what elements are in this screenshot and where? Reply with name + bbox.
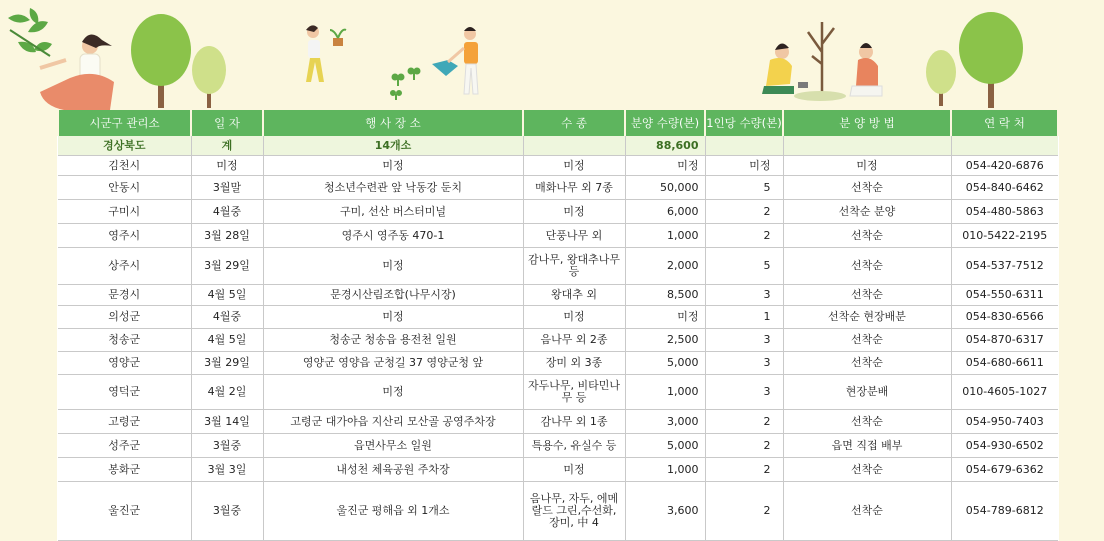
region-cell: 울진군 [58,482,191,541]
per-person-cell: 2 [705,224,783,248]
column-header: 일 자 [191,110,263,136]
method-cell: 선착순 [783,285,951,306]
contact-cell [951,136,1058,156]
region-cell: 구미시 [58,200,191,224]
place-cell: 읍면사무소 일원 [263,434,523,458]
region-cell: 봉화군 [58,458,191,482]
woman-holding-plant-icon [306,25,346,82]
method-cell: 선착순 [783,176,951,200]
quantity-cell: 3,600 [625,482,705,541]
region-cell: 고령군 [58,410,191,434]
table-row [58,434,1058,458]
region-cell: 상주시 [58,248,191,285]
species-cell: 미정 [523,200,625,224]
contact-cell: 054-840-6462 [951,176,1058,200]
contact-cell: 054-679-6362 [951,458,1058,482]
table-row [58,156,1058,176]
sprout-icon [391,69,420,101]
species-cell: 음나무 외 2종 [523,329,625,352]
region-cell: 영덕군 [58,375,191,410]
place-cell: 미정 [263,156,523,176]
quantity-cell: 88,600 [625,136,705,156]
date-cell: 3월 29일 [191,352,263,375]
quantity-cell: 2,500 [625,329,705,352]
place-cell: 영주시 영주동 470-1 [263,224,523,248]
species-cell: 미정 [523,156,625,176]
region-cell: 성주군 [58,434,191,458]
place-cell: 미정 [263,306,523,329]
method-cell: 선착순 분양 [783,200,951,224]
contact-cell: 054-950-7403 [951,410,1058,434]
method-cell: 선착순 [783,248,951,285]
date-cell: 3월말 [191,176,263,200]
column-header: 분양 수량(본) [625,110,705,136]
species-cell: 감나무, 왕대추나무 등 [523,248,625,285]
region-cell: 청송군 [58,329,191,352]
quantity-cell: 5,000 [625,352,705,375]
per-person-cell: 3 [705,329,783,352]
woman-sitting-icon [40,34,114,110]
seedling-distribution-table [57,110,1059,541]
place-cell: 청송군 청송읍 용전천 일원 [263,329,523,352]
per-person-cell: 3 [705,375,783,410]
contact-cell: 010-5422-2195 [951,224,1058,248]
contact-cell: 054-789-6812 [951,482,1058,541]
man-watering-icon [432,27,478,94]
place-cell: 청소년수련관 앞 낙동강 둔치 [263,176,523,200]
contact-cell: 054-537-7512 [951,248,1058,285]
leaf-branch-icon [8,8,52,56]
method-cell: 선착순 [783,224,951,248]
method-cell: 선착순 [783,410,951,434]
method-cell: 읍면 직접 배부 [783,434,951,458]
date-cell: 미정 [191,156,263,176]
date-cell: 3월 29일 [191,248,263,285]
date-cell: 계 [191,136,263,156]
quantity-cell: 6,000 [625,200,705,224]
species-cell: 매화나무 외 7종 [523,176,625,200]
contact-cell: 054-930-6502 [951,434,1058,458]
table-row [58,482,1058,541]
column-header: 1인당 수량(본) [705,110,783,136]
date-cell: 3월 14일 [191,410,263,434]
contact-cell: 054-480-5863 [951,200,1058,224]
date-cell: 3월중 [191,482,263,541]
summary-row [58,136,1058,156]
table-row [58,410,1058,434]
date-cell: 4월 5일 [191,285,263,306]
per-person-cell: 2 [705,458,783,482]
per-person-cell: 2 [705,410,783,434]
header-illustration [0,0,1104,110]
per-person-cell: 3 [705,285,783,306]
date-cell: 4월 5일 [191,329,263,352]
date-cell: 4월중 [191,306,263,329]
species-cell: 미정 [523,458,625,482]
per-person-cell: 2 [705,200,783,224]
region-cell: 경상북도 [58,136,191,156]
quantity-cell: 3,000 [625,410,705,434]
species-cell: 왕대추 외 [523,285,625,306]
tree-icon [131,14,226,108]
quantity-cell: 미정 [625,156,705,176]
table-row [58,458,1058,482]
method-cell: 선착순 [783,352,951,375]
region-cell: 의성군 [58,306,191,329]
table-row [58,285,1058,306]
table-row [58,176,1058,200]
column-header: 연 락 처 [951,110,1058,136]
contact-cell: 010-4605-1027 [951,375,1058,410]
table-row [58,224,1058,248]
quantity-cell: 1,000 [625,375,705,410]
method-cell: 선착순 현장배분 [783,306,951,329]
per-person-cell [705,136,783,156]
species-cell: 미정 [523,306,625,329]
table-row [58,352,1058,375]
per-person-cell: 2 [705,434,783,458]
column-header: 시군구 관리소 [58,110,191,136]
region-cell: 영양군 [58,352,191,375]
date-cell: 4월 2일 [191,375,263,410]
method-cell: 선착순 [783,482,951,541]
date-cell: 3월 3일 [191,458,263,482]
place-cell: 구미, 선산 버스터미널 [263,200,523,224]
tree-icon [926,12,1023,108]
date-cell: 4월중 [191,200,263,224]
method-cell: 선착순 [783,458,951,482]
per-person-cell: 5 [705,248,783,285]
species-cell: 음나무, 자두, 에메랄드 그린,수선화, 장미, 中 4 [523,482,625,541]
method-cell [783,136,951,156]
quantity-cell: 2,000 [625,248,705,285]
place-cell: 영양군 영양읍 군청길 37 영양군청 앞 [263,352,523,375]
species-cell: 감나무 외 1종 [523,410,625,434]
contact-cell: 054-870-6317 [951,329,1058,352]
species-cell: 단풍나무 외 [523,224,625,248]
quantity-cell: 1,000 [625,458,705,482]
quantity-cell: 미정 [625,306,705,329]
place-cell: 14개소 [263,136,523,156]
column-header: 수 종 [523,110,625,136]
place-cell: 내성천 체육공원 주차장 [263,458,523,482]
region-cell: 김천시 [58,156,191,176]
per-person-cell: 2 [705,482,783,541]
date-cell: 3월중 [191,434,263,458]
quantity-cell: 50,000 [625,176,705,200]
per-person-cell: 1 [705,306,783,329]
region-cell: 영주시 [58,224,191,248]
table-row [58,329,1058,352]
table-row [58,375,1058,410]
species-cell: 자두나무, 비타민나무 등 [523,375,625,410]
table-row [58,306,1058,329]
table-row [58,248,1058,285]
species-cell [523,136,625,156]
contact-cell: 054-830-6566 [951,306,1058,329]
species-cell: 특용수, 유실수 등 [523,434,625,458]
quantity-cell: 1,000 [625,224,705,248]
quantity-cell: 8,500 [625,285,705,306]
quantity-cell: 5,000 [625,434,705,458]
method-cell: 선착순 [783,329,951,352]
column-header: 분 양 방 법 [783,110,951,136]
per-person-cell: 미정 [705,156,783,176]
contact-cell: 054-550-6311 [951,285,1058,306]
place-cell: 미정 [263,248,523,285]
species-cell: 장미 외 3종 [523,352,625,375]
contact-cell: 054-680-6611 [951,352,1058,375]
contact-cell: 054-420-6876 [951,156,1058,176]
table-row [58,200,1058,224]
method-cell: 현장분배 [783,375,951,410]
table-header-row [58,110,1058,136]
gardeners-planting-icon [762,22,882,101]
region-cell: 문경시 [58,285,191,306]
place-cell: 고령군 대가야읍 지산리 모산골 공영주차장 [263,410,523,434]
column-header: 행 사 장 소 [263,110,523,136]
place-cell: 미정 [263,375,523,410]
region-cell: 안동시 [58,176,191,200]
per-person-cell: 5 [705,176,783,200]
date-cell: 3월 28일 [191,224,263,248]
place-cell: 울진군 평해읍 외 1개소 [263,482,523,541]
method-cell: 미정 [783,156,951,176]
per-person-cell: 3 [705,352,783,375]
place-cell: 문경시산림조합(나무시장) [263,285,523,306]
